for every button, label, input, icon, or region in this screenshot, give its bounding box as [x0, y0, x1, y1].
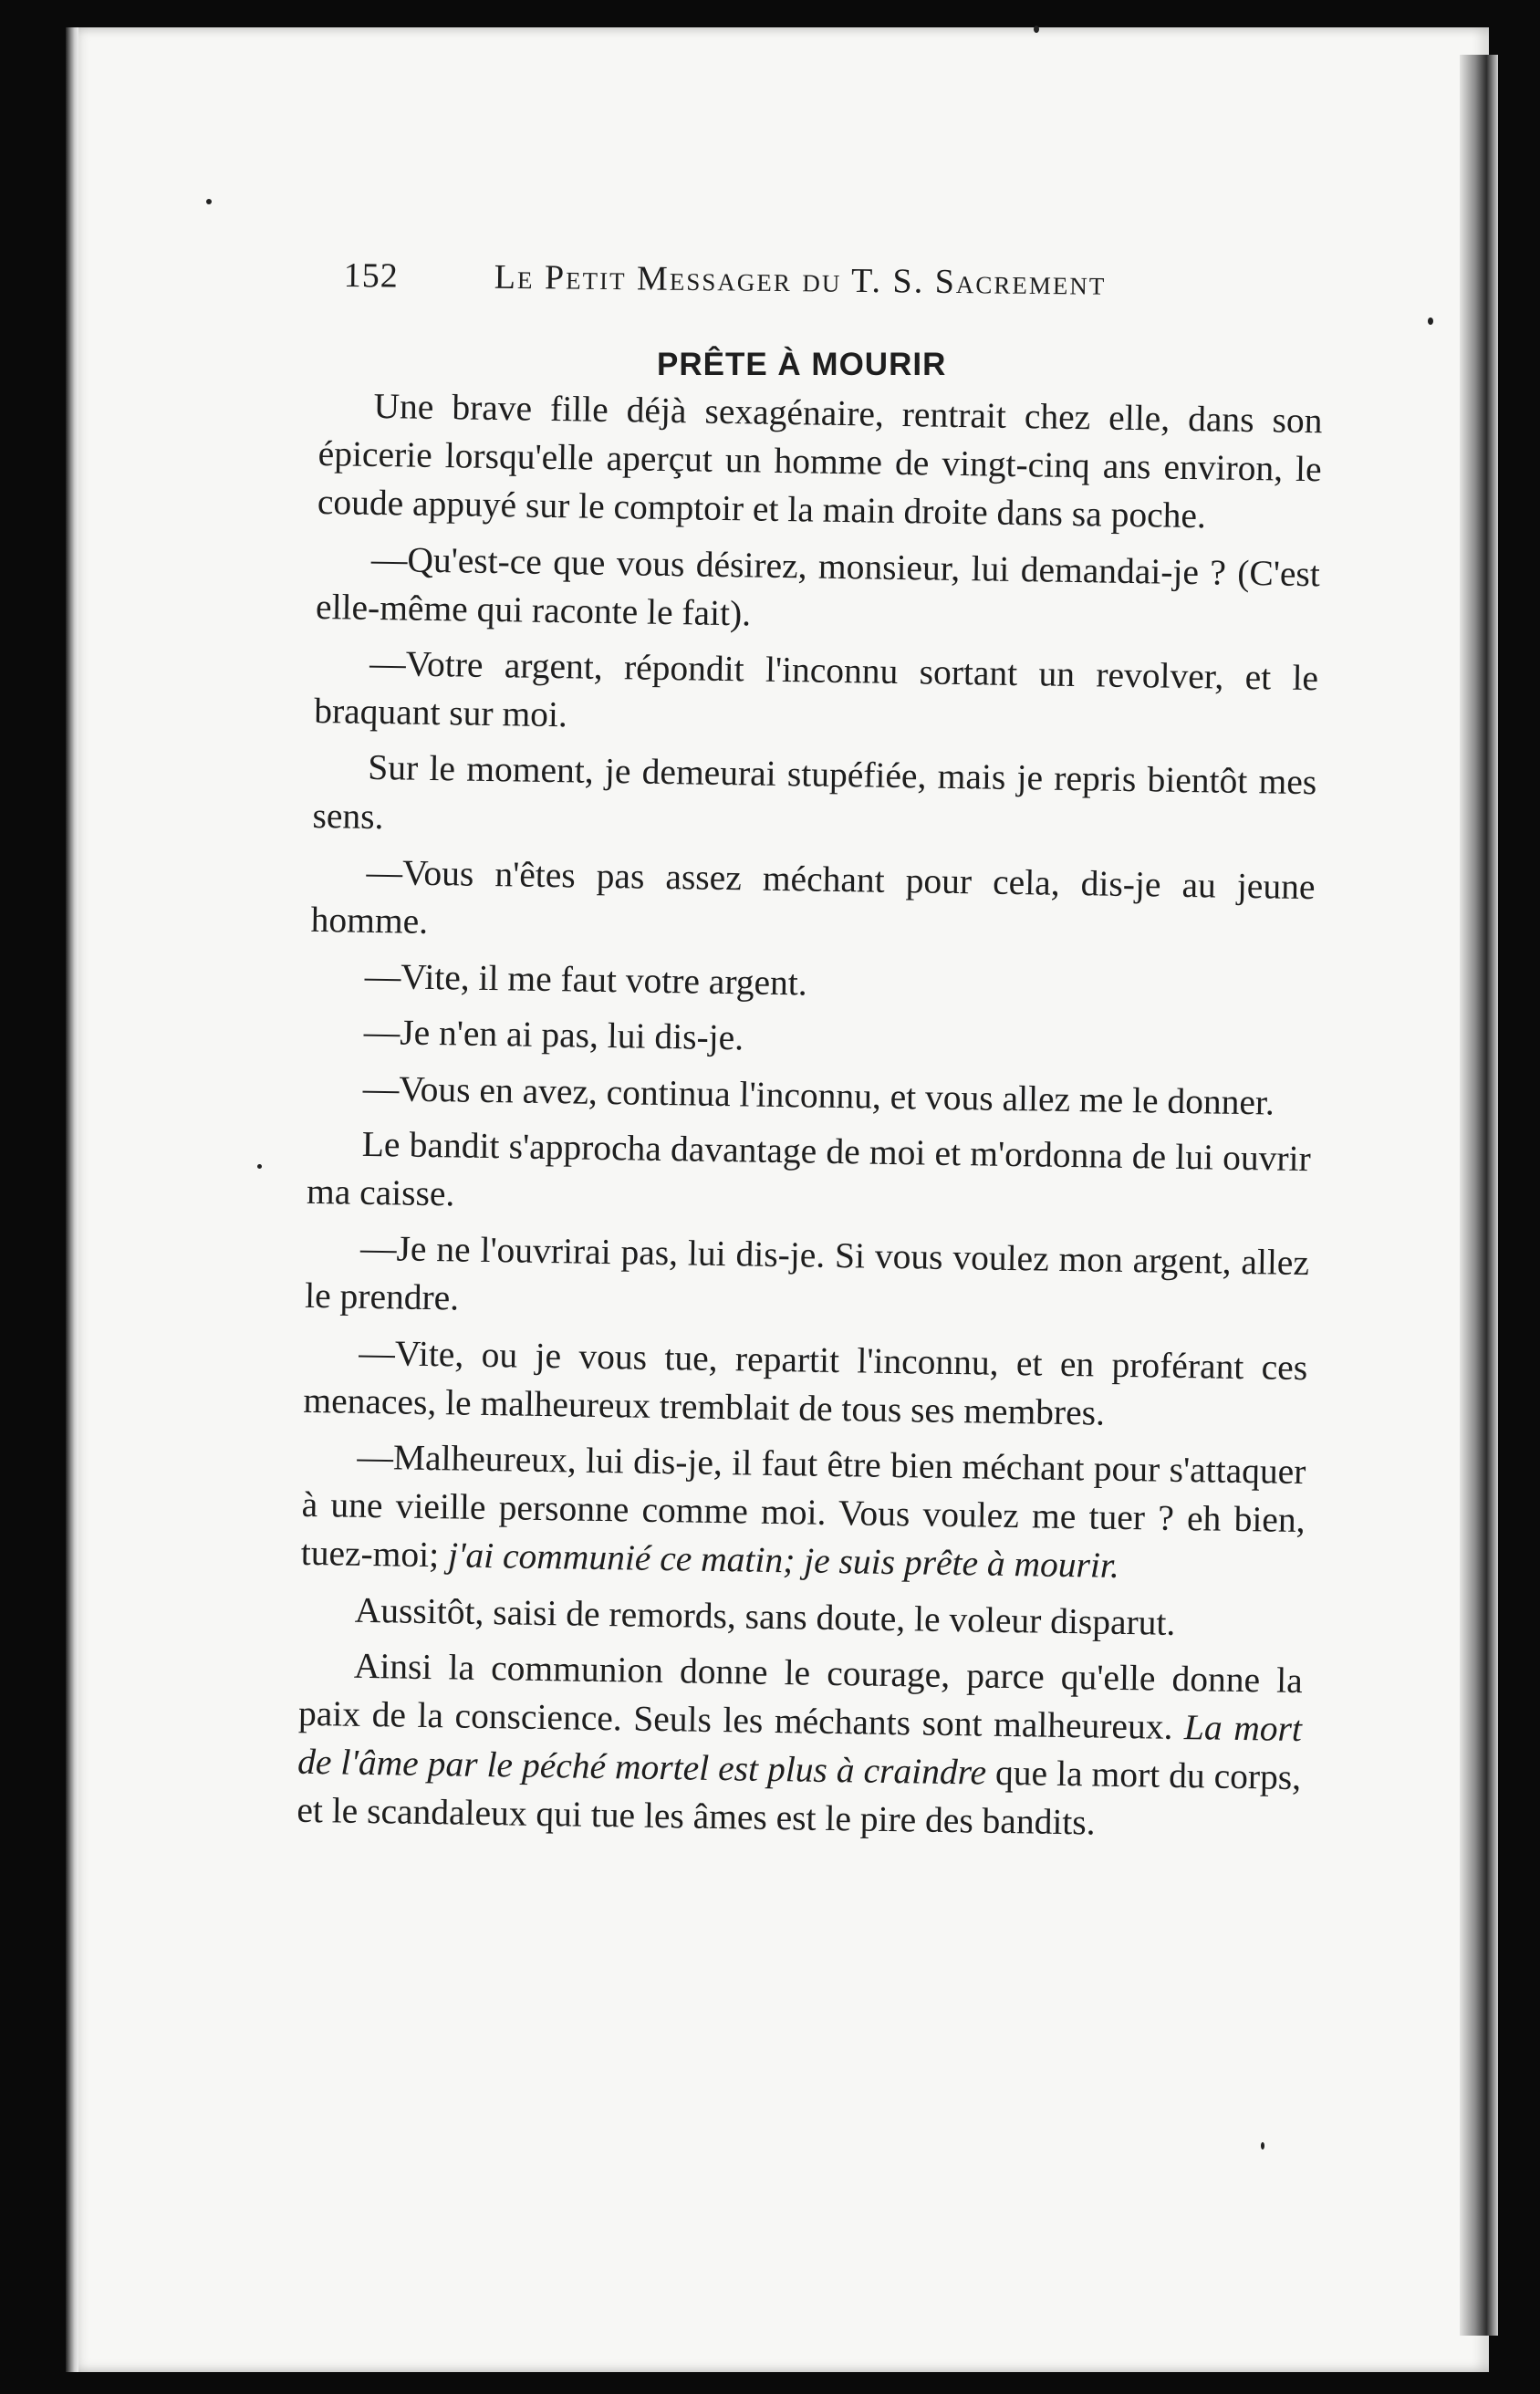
paragraph: —Je n'en ai pas, lui dis-je.	[363, 1012, 744, 1058]
paragraph: —Vous en avez, continua l'inconnu, et vous allez me le donner.	[362, 1067, 1275, 1123]
paragraph: Le bandit s'approcha davantage de moi et m'ordonna de lui ouvrir ma caisse.	[306, 1123, 1312, 1214]
paragraph: —Vite, il me faut votre argent.	[364, 956, 808, 1004]
paragraph: —Votre argent, répondit l'inconnu sortant un revolver, et le braquant sur moi.	[313, 642, 1319, 735]
paragraph: —Malheureux, lui dis-je, il faut être bien méchant pour s'attaquer à une vieille personne comme moi. Vous voulez me tuer ? eh bien, tuez-moi; j'ai communié ce matin; je suis prête à mourir.	[300, 1436, 1306, 1587]
paragraph: —Vite, ou je vous tue, repartit l'inconnu, et en proférant ces menaces, le malheureux tremblait de tous ses membres.	[303, 1332, 1308, 1433]
facing-page-edge	[1460, 55, 1498, 2336]
page-left-edge	[66, 27, 78, 2372]
running-title: Le Petit Messager du T. S. Sacrement	[494, 257, 1107, 303]
italic-phrase: La mort de l'âme par le péché mortel est plus à craindre	[297, 1707, 1303, 1793]
paragraph: Sur le moment, je demeurai stupéfiée, mais je repris bientôt mes sens.	[312, 747, 1317, 837]
ink-speck	[1034, 26, 1039, 33]
page-header	[343, 255, 1202, 319]
ink-speck	[206, 199, 212, 204]
ink-speck	[257, 1164, 262, 1169]
paragraph: Aussitôt, saisi de remords, sans doute, le voleur disparut.	[354, 1589, 1176, 1643]
page-number: 152	[343, 255, 399, 296]
paragraph: Une brave fille déjà sexagénaire, rentrait chez elle, dans son épicerie lorsqu'elle aperçut un homme de vingt-cinq ans environ, le coude appuyé sur le comptoir et la main droite dans sa poche.	[317, 385, 1323, 536]
ink-speck	[1261, 2142, 1264, 2149]
paragraph: Ainsi la communion donne le courage, parce qu'elle donne la paix de la conscience. Seuls les méchants sont malheureux. La mort de l'âme par le péché mortel est plus à craindre que la mort du corps, et le scandaleux qui tue les âmes est le pire des bandits.	[297, 1645, 1304, 1844]
article-title: PRÊTE À MOURIR	[657, 347, 947, 382]
paragraph: —Vous n'êtes pas assez méchant pour cela, dis-je au jeune homme.	[310, 851, 1316, 942]
paragraph: —Je ne l'ouvrirai pas, lui dis-je. Si vous voulez mon argent, allez le prendre.	[304, 1228, 1310, 1318]
paragraph: —Qu'est-ce que vous désirez, monsieur, lui demandai-je ? (C'est elle-même qui raconte le fait).	[315, 538, 1321, 634]
article-body	[297, 381, 1323, 1858]
italic-phrase: j'ai communié ce matin; je suis prête à mourir.	[447, 1535, 1120, 1587]
ink-speck	[1428, 317, 1433, 325]
